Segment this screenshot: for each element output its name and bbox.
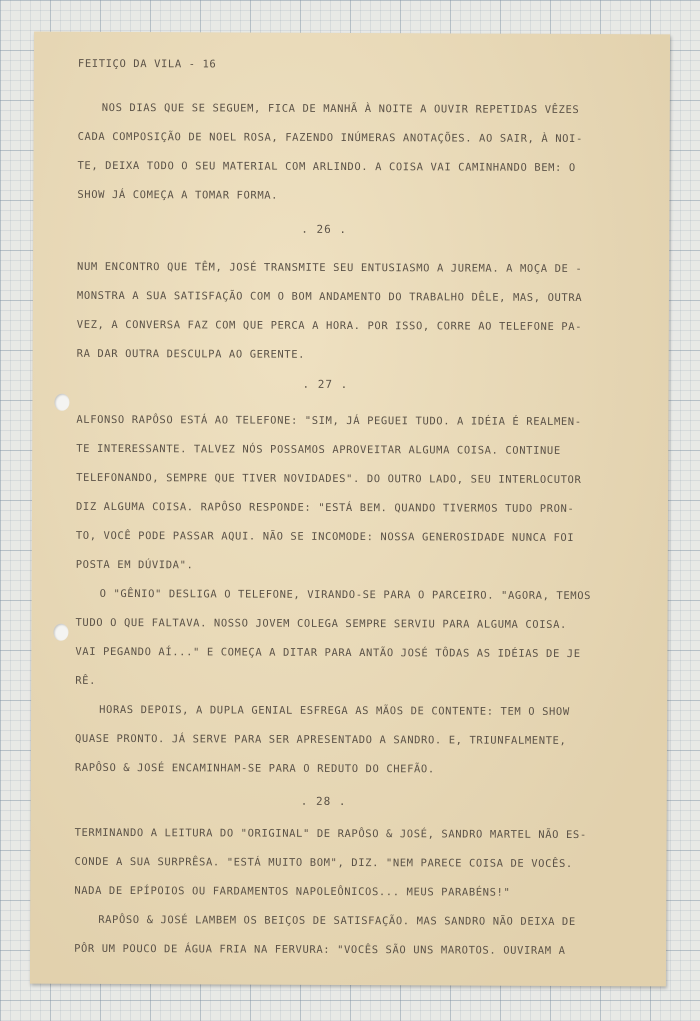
text-line: TE INTERESSANTE. TALVEZ NÓS POSSAMOS APROVEITAR ALGUMA COISA. CONTINUE — [76, 442, 561, 457]
text-line: CADA COMPOSIÇÃO DE NOEL ROSA, FAZENDO INÚMERAS ANOTAÇÕES. AO SAIR, À NOI- — [77, 130, 583, 146]
scene-number: . 26 . — [301, 222, 347, 236]
text-line: TUDO O QUE FALTAVA. NOSSO JOVEM COLEGA SEMPRE SERVIU PARA ALGUMA COISA. — [75, 616, 567, 631]
text-line: O "GÊNIO" DESLIGA O TELEFONE, VIRANDO-SE PARA O PARCEIRO. "AGORA, TEMOS — [99, 587, 592, 603]
text-line: CONDE A SUA SURPRÊSA. "ESTÁ MUITO BOM", DIZ. "NEM PARECE COISA DE VOCÊS. — [74, 855, 573, 870]
text-line: NUM ENCONTRO QUE TÊM, JOSÉ TRANSMITE SEU ENTUSIASMO A JUREMA. A MOÇA DE - — [77, 260, 583, 276]
text-line: RA DAR OUTRA DESCULPA AO GERENTE. — [76, 347, 306, 361]
text-line: HORAS DEPOIS, A DUPLA GENIAL ESFREGA AS MÃOS DE CONTENTE: TEM O SHOW — [99, 703, 570, 718]
text-line: RAPÔSO & JOSÉ LAMBEM OS BEIÇOS DE SATISFAÇÃO. MAS SANDRO NÃO DEIXA DE — [98, 913, 576, 928]
text-line: TE, DEIXA TODO O SEU MATERIAL COM ARLINDO. A COISA VAI CAMINHANDO BEM: O — [77, 159, 576, 174]
text-line: RAPÔSO & JOSÉ ENCAMINHAM-SE PARA O REDUTO DO CHEFÃO. — [74, 761, 435, 776]
text-line: VEZ, A CONVERSA FAZ COM QUE PERCA A HORA. POR ISSO, CORRE AO TELEFONE PA- — [76, 318, 583, 334]
scene-number: . 28 . — [300, 794, 347, 808]
punch-hole-bottom — [53, 624, 68, 641]
text-line: RÊ. — [75, 674, 97, 687]
scene-number: . 27 . — [302, 377, 349, 391]
text-line: NADA DE EPÍPOIOS OU FARDAMENTOS NAPOLEÔNICOS... MEUS PARABÉNS!" — [74, 884, 511, 899]
punch-hole-top — [54, 394, 69, 411]
text-line: DIZ ALGUMA COISA. RAPÔSO RESPONDE: "ESTÁ BEM. QUANDO TIVERMOS TUDO PRON- — [75, 500, 575, 515]
text-line: TO, VOCÊ PODE PASSAR AQUI. NÃO SE INCOMODE: NOSSA GENEROSIDADE NUNCA FOI — [75, 529, 575, 544]
text-line: MONSTRA A SUA SATISFAÇÃO COM O BOM ANDAMENTO DO TRABALHO DÊLE, MAS, OUTRA — [76, 289, 583, 305]
text-line: POSTA EM DÚVIDA". — [75, 558, 194, 572]
typewritten-page — [30, 32, 670, 987]
text-line: VAI PEGANDO AÍ..." E COMEÇA A DITAR PARA ANTÃO JOSÉ TÔDAS AS IDÉIAS DE JE — [75, 645, 581, 661]
text-line: QUASE PRONTO. JÁ SERVE PARA SER APRESENTADO A SANDRO. E, TRIUNFALMENTE, — [74, 732, 567, 747]
page-header: FEITIÇO DA VILA - 16 — [77, 57, 217, 71]
text-line: SHOW JÁ COMEÇA A TOMAR FORMA. — [77, 188, 279, 202]
text-line: TELEFONANDO, SEMPRE QUE TIVER NOVIDADES". DO OUTRO LADO, SEU INTERLOCUTOR — [76, 471, 582, 487]
text-line: PÔR UM POUCO DE ÁGUA FRIA NA FERVURA: "VOCÊS SÃO UNS MAROTOS. OUVIRAM A — [74, 942, 566, 957]
text-line: NOS DIAS QUE SE SEGUEM, FICA DE MANHÃ À NOITE A OUVIR REPETIDAS VÊZES — [101, 101, 580, 116]
text-line: TERMINANDO A LEITURA DO "ORIGINAL" DE RAPÔSO & JOSÉ, SANDRO MARTEL NÃO ES- — [74, 826, 587, 842]
text-line: ALFONSO RAPÔSO ESTÁ AO TELEFONE: "SIM, JÁ PEGUEI TUDO. A IDÉIA É REALMEN- — [76, 413, 582, 429]
